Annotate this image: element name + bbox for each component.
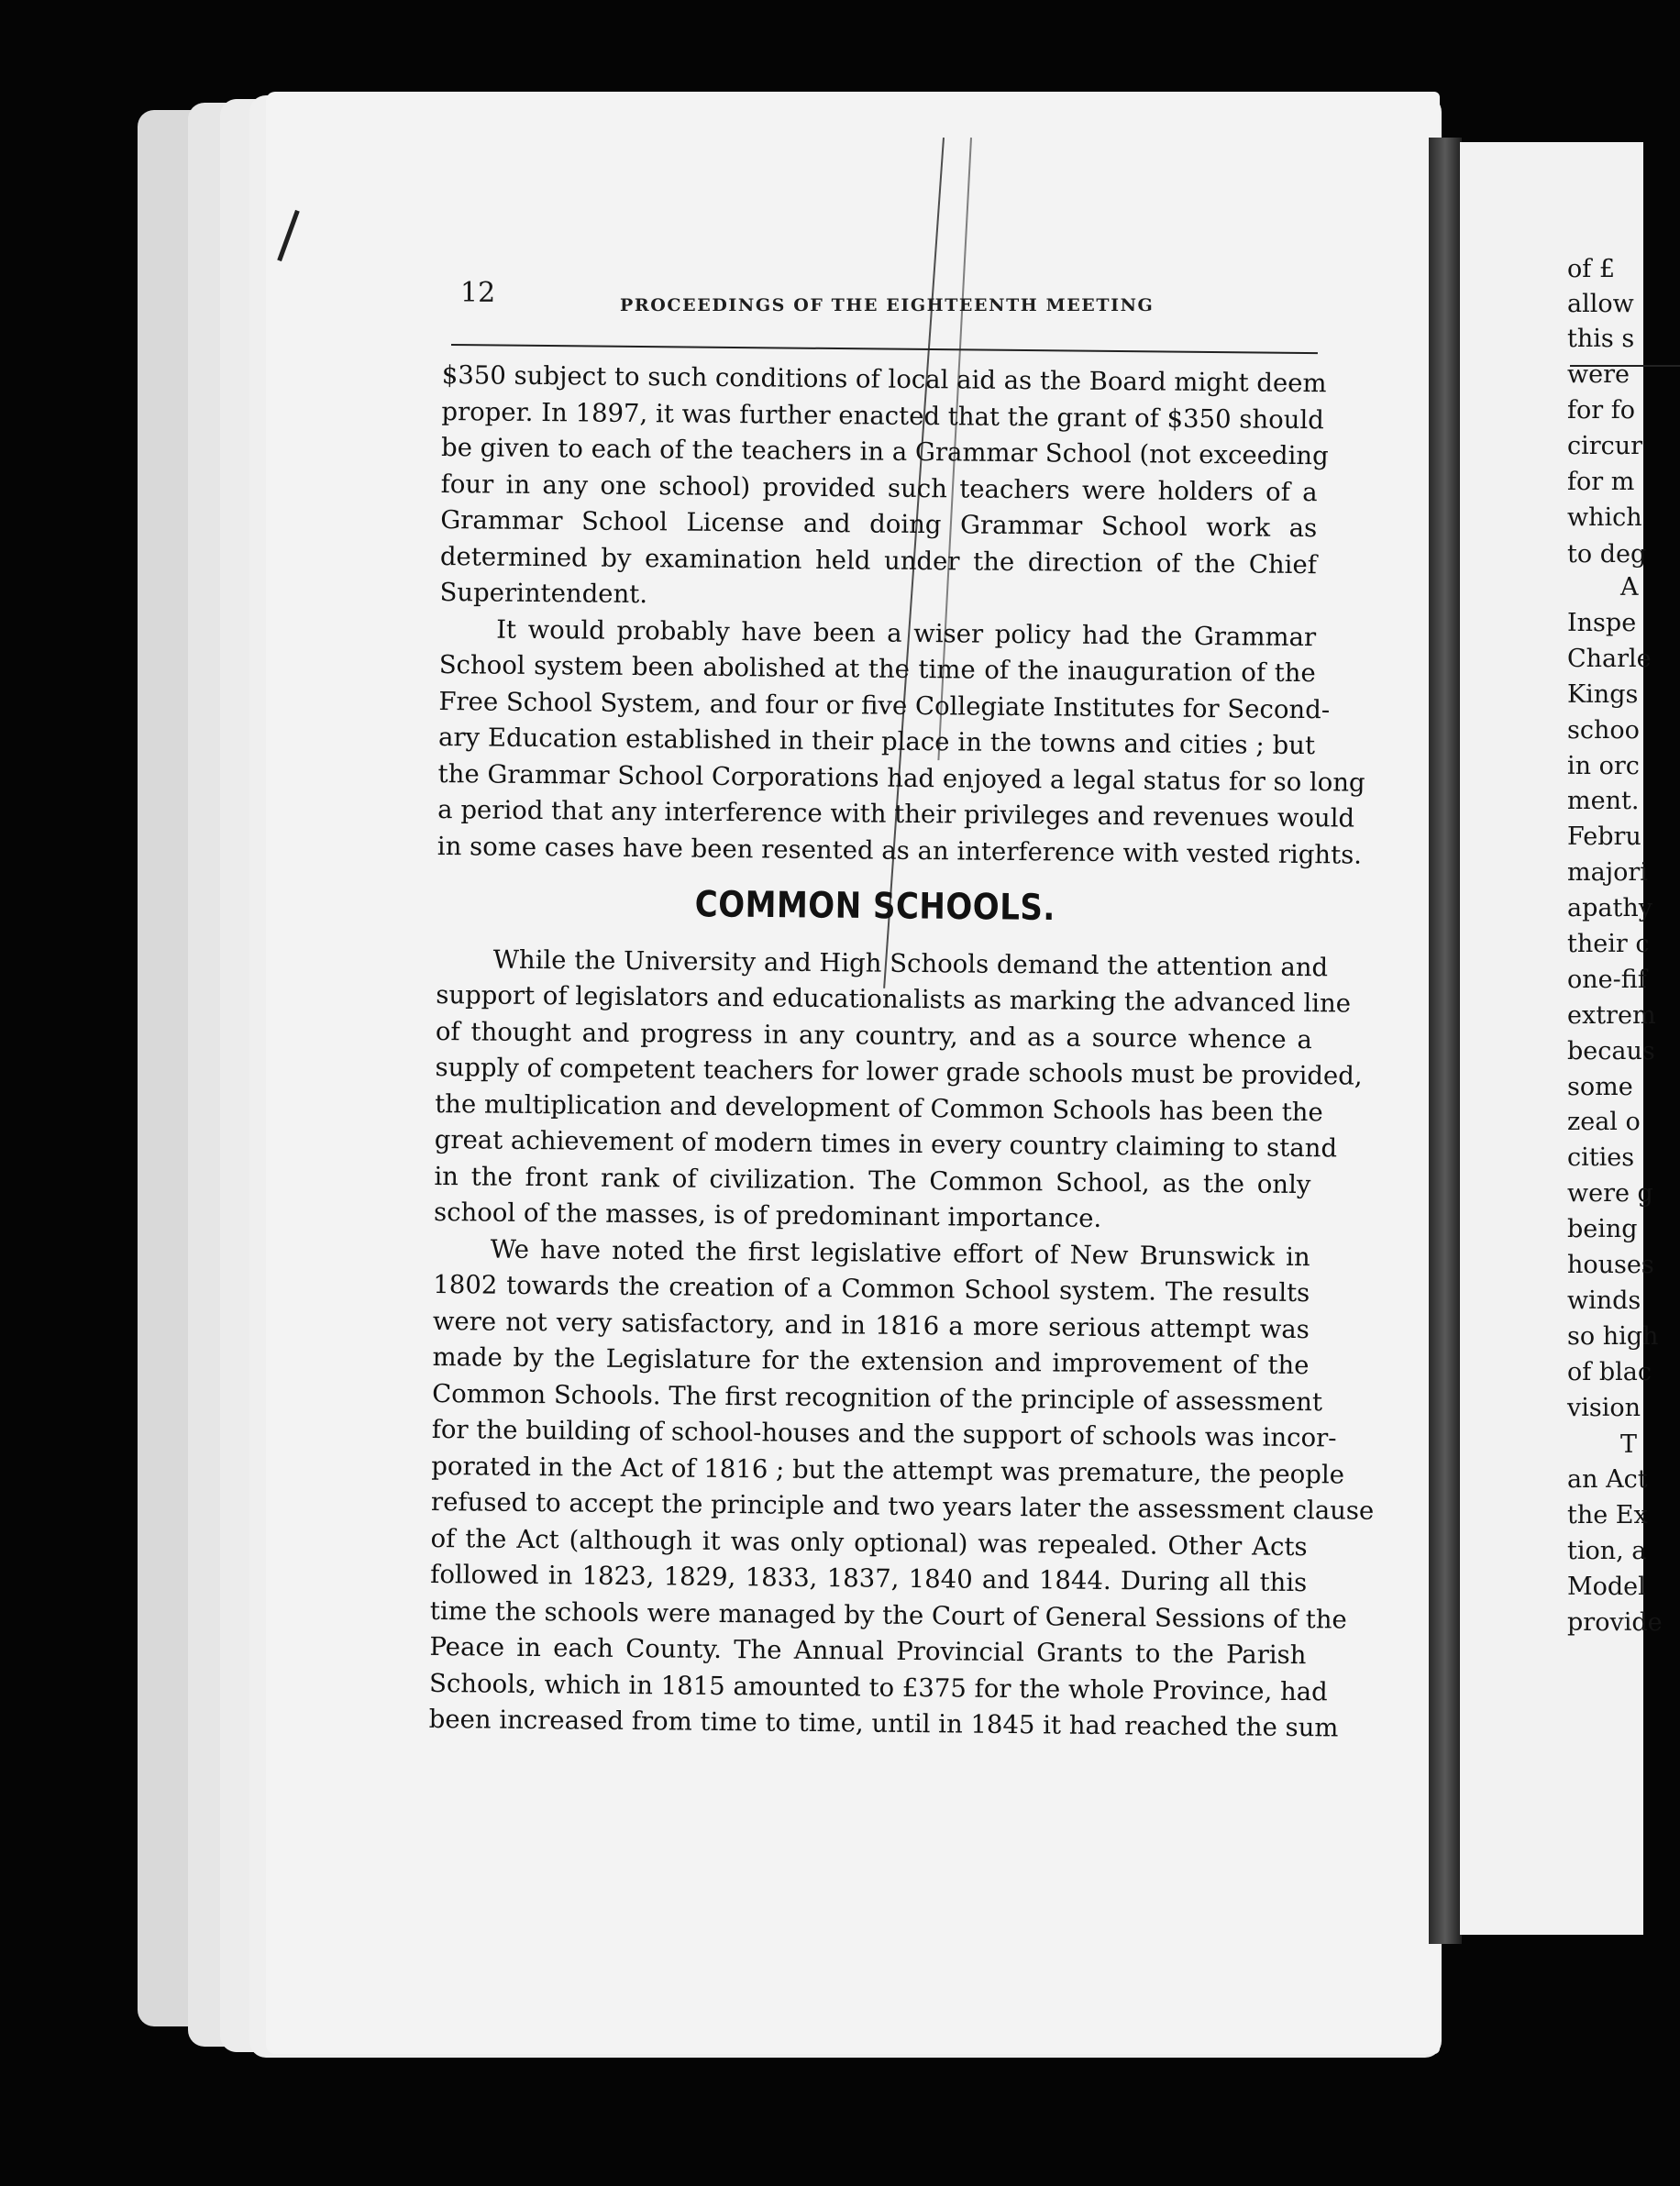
text-line: school of the masses, is of predominant importance. bbox=[433, 1197, 1102, 1233]
running-head: PROCEEDINGS OF THE EIGHTEENTH MEETING bbox=[620, 295, 1155, 315]
facing-page-line: Febru bbox=[1567, 823, 1641, 851]
facing-page-line: becaus bbox=[1567, 1037, 1655, 1065]
facing-page-line: T bbox=[1620, 1430, 1638, 1459]
body-text bbox=[428, 358, 1375, 1747]
text-line: made by the Legislature for the extension and improvement of the bbox=[432, 1341, 1310, 1381]
facing-page-line: circur bbox=[1567, 432, 1643, 460]
text-line: a period that any interference with their privileges and revenues would bbox=[437, 794, 1355, 834]
facing-page-line: majori bbox=[1567, 858, 1648, 887]
section-heading: COMMON SCHOOLS. bbox=[694, 883, 1056, 930]
text-line: Grammar School License and doing Grammar School work as bbox=[440, 504, 1318, 544]
facing-page-line: their c bbox=[1567, 930, 1650, 958]
facing-page-line: zeal o bbox=[1567, 1108, 1641, 1136]
text-line: While the University and High Schools demand the attention and bbox=[492, 944, 1329, 982]
page-number: 12 bbox=[460, 277, 496, 309]
text-line: were not very satisfactory, and in 1816 a more serious attempt was bbox=[432, 1306, 1310, 1344]
facing-page-line: Inspe bbox=[1567, 609, 1637, 637]
text-line: determined by examination held under the direction of the Chief bbox=[439, 541, 1318, 580]
text-line: great achievement of modern times in every country claiming to stand bbox=[434, 1124, 1338, 1164]
facing-page-line: Kings bbox=[1567, 680, 1639, 709]
book-gutter bbox=[1429, 138, 1462, 1944]
text-line: of thought and progress in any country, and as a source whence a bbox=[435, 1016, 1313, 1054]
facing-page-line: for m bbox=[1567, 468, 1635, 496]
facing-page-line: allow bbox=[1567, 290, 1634, 318]
text-line: $350 subject to such conditions of local aid as the Board might deem bbox=[441, 359, 1327, 399]
text-line: proper. In 1897, it was further enacted that the grant of $350 should bbox=[441, 396, 1324, 435]
text-line: porated in the Act of 1816 ; but the attempt was premature, the people bbox=[431, 1451, 1345, 1490]
paragraph bbox=[439, 358, 1329, 620]
facing-page-line: of blac bbox=[1567, 1358, 1652, 1386]
facing-page-line: provide bbox=[1567, 1608, 1663, 1637]
facing-page-line: houses bbox=[1567, 1251, 1654, 1279]
text-line: We have noted the first legislative effort of New Brunswick in bbox=[490, 1234, 1310, 1272]
facing-page bbox=[1460, 142, 1663, 1935]
paragraph bbox=[428, 1231, 1375, 1746]
text-line: Schools, which in 1815 amounted to £375 for the whole Province, had bbox=[428, 1668, 1328, 1706]
text-line: time the schools were managed by the Court of General Sessions of the bbox=[429, 1595, 1347, 1635]
text-line: the multiplication and development of Common Schools has been the bbox=[435, 1088, 1323, 1127]
text-line: for the building of school-houses and the support of schools was incor- bbox=[431, 1414, 1337, 1453]
text-line: been increased from time to time, until in 1845 it had reached the sum bbox=[428, 1704, 1339, 1743]
facing-page-line: schoo bbox=[1567, 716, 1640, 745]
paragraph bbox=[437, 611, 1365, 873]
text-line: supply of competent teachers for lower grade schools must be provided, bbox=[435, 1052, 1363, 1091]
text-line: followed in 1823, 1829, 1833, 1837, 1840 and 1844. During all this bbox=[430, 1559, 1308, 1598]
facing-page-line: some bbox=[1567, 1073, 1633, 1101]
text-line: It would probably have been a wiser policy had the Grammar bbox=[496, 614, 1317, 652]
text-line: refused to accept the principle and two years later the assessment clause bbox=[430, 1486, 1375, 1526]
text-line: School system been abolished at the time of the inauguration of the bbox=[438, 649, 1316, 689]
text-line: be given to each of the teachers in a Grammar School (not exceeding bbox=[440, 432, 1329, 471]
facing-page-line: apathy bbox=[1567, 894, 1652, 922]
text-line: of the Act (although it was only optional) was repealed. Other Acts bbox=[430, 1523, 1308, 1562]
facing-page-line: being bbox=[1567, 1215, 1638, 1243]
text-line: the Grammar School Corporations had enjoyed a legal status for so long bbox=[437, 758, 1365, 798]
facing-page-line: were bbox=[1567, 360, 1630, 389]
text-line: in some cases have been resented as an interference with vested rights. bbox=[437, 831, 1363, 870]
facing-page-line: vision bbox=[1567, 1394, 1641, 1422]
facing-page-line: extrem bbox=[1567, 1001, 1656, 1030]
facing-page-line: which bbox=[1567, 503, 1642, 532]
facing-page-line: this s bbox=[1567, 325, 1635, 353]
text-line: ary Education established in their place in the towns and cities ; but bbox=[437, 722, 1316, 761]
facing-page-line: were g bbox=[1567, 1179, 1653, 1208]
facing-page-line: Model bbox=[1567, 1573, 1646, 1601]
facing-page-line: for fo bbox=[1567, 396, 1635, 425]
paragraph bbox=[433, 941, 1363, 1239]
facing-page-line: Charle bbox=[1567, 645, 1652, 673]
facing-page-line: in orc bbox=[1567, 752, 1640, 780]
text-line: in the front rank of civilization. The Common School, as the only bbox=[434, 1161, 1311, 1199]
facing-page-line: A bbox=[1620, 573, 1639, 602]
facing-page-line: so high bbox=[1567, 1322, 1659, 1351]
text-line: Superintendent. bbox=[439, 577, 648, 610]
facing-page-line: ment. bbox=[1567, 787, 1640, 815]
facing-page-line: tion, a bbox=[1567, 1537, 1647, 1565]
text-line: Common Schools. The first recognition of the principle of assessment bbox=[432, 1378, 1323, 1417]
text-line: Free School System, and four or five Collegiate Institutes for Second- bbox=[438, 686, 1331, 724]
facing-page-line: the Ex bbox=[1567, 1501, 1648, 1529]
facing-page-line: an Act bbox=[1567, 1465, 1648, 1494]
facing-page-line: to deg bbox=[1567, 540, 1647, 569]
facing-page-line: cities bbox=[1567, 1143, 1635, 1172]
facing-page-line: one-fif bbox=[1567, 966, 1647, 994]
text-line: support of legislators and educationalists as marking the advanced line bbox=[436, 979, 1352, 1019]
text-line: four in any one school) provided such teachers were holders of a bbox=[440, 469, 1318, 507]
text-line: Peace in each County. The Annual Provincial Grants to the Parish bbox=[429, 1631, 1307, 1671]
text-line: 1802 towards the creation of a Common School system. The results bbox=[433, 1269, 1310, 1308]
facing-page-line: winds bbox=[1567, 1286, 1641, 1315]
facing-page-line: of £ bbox=[1567, 255, 1616, 283]
